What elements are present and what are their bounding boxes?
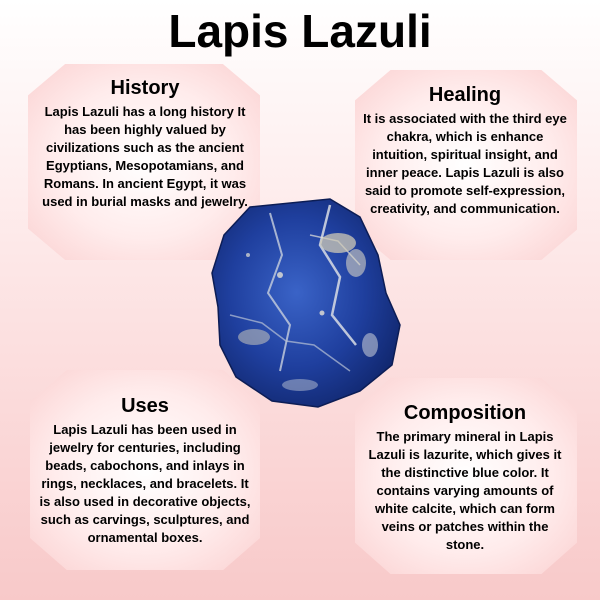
history-section [40, 75, 250, 211]
healing-section [362, 82, 568, 218]
healing-heading: Healing [428, 84, 502, 106]
history-text: Lapis Lazuli has a long history It has been highly valued by civilizations such as the ancient Egyptians, Mesopotamians, and Romans. In ancient Egypt, it was used in burial masks and jewelry. [42, 104, 248, 209]
healing-text: It is associated with the third eye chakra, which is enhance intuition, spiritual insight, and inner peace. Lapis Lazuli is also said to promote self-expression, creativity, and communication. [363, 111, 567, 216]
uses-section [38, 393, 252, 547]
lapis-lazuli-stone-image [210, 195, 406, 411]
page-title: Lapis Lazuli [168, 5, 432, 57]
uses-heading: Uses [121, 395, 169, 417]
history-heading: History [110, 77, 180, 99]
composition-text: The primary mineral in Lapis Lazuli is lazurite, which gives it the distinctive blue color. It contains varying amounts of white calcite, which can form veins or patches within the stone. [368, 429, 562, 552]
composition-section [362, 400, 568, 554]
composition-heading: Composition [403, 402, 527, 424]
uses-text: Lapis Lazuli has been used in jewelry for centuries, including beads, cabochons, and inlays in rings, necklaces, and bracelets. It is also used in decorative objects, such as carvings, sculptures, and ornamental boxes. [39, 422, 251, 545]
